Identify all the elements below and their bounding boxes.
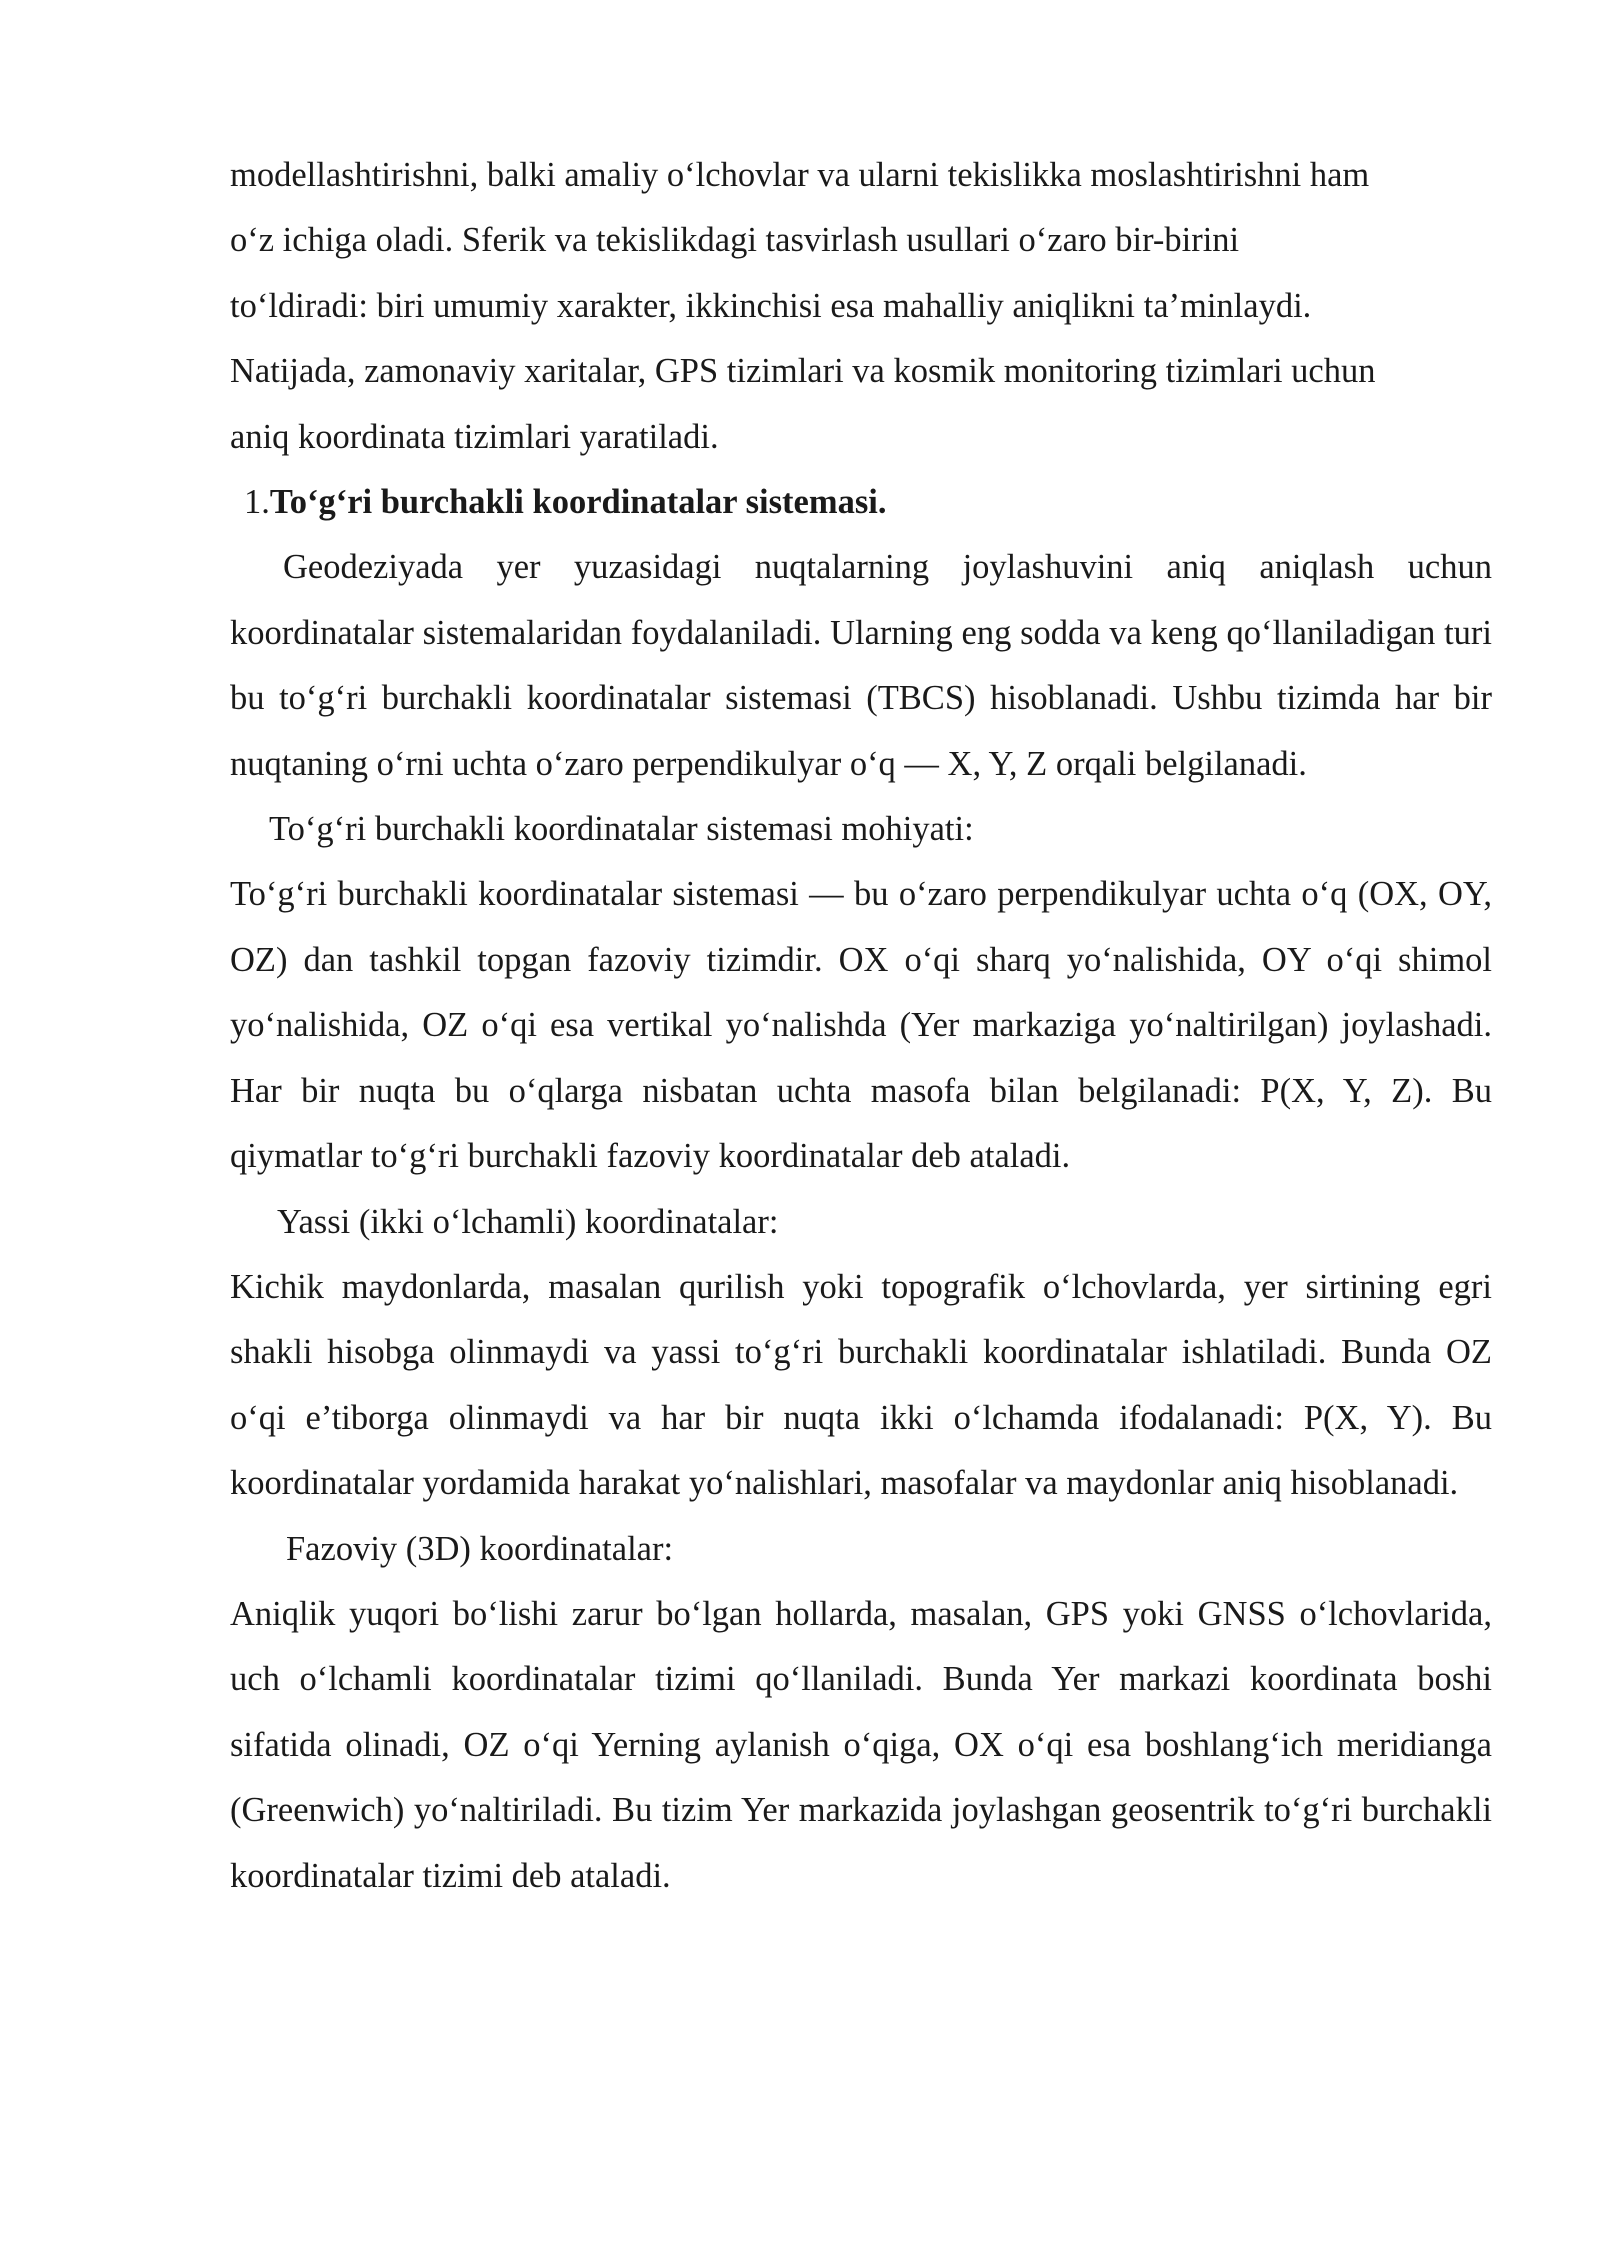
subheading-planar-coordinates: Yassi (ikki o‘lchamli) koordinatalar: [277,1202,779,1241]
body-paragraph-4: Aniqlik yuqori bo‘lishi zarur bo‘lgan hollarda, masalan, GPS yoki GNSS o‘lchovlarida, uch o‘lchamli koordinatalar tizimi qo‘llaniladi. Bunda Yer markazi koordinata boshi sifatida olinadi, OZ o‘qi Yerning aylanish o‘qiga, OX o‘qi esa boshlang‘ich meridianga (Greenwich) yo‘naltiriladi. Bu tizim Yer markazida joylashgan geosentrik to‘g‘ri burchakli koordinatalar tizimi deb ataladi. [230,1594,1492,1895]
intro-line: modellashtirishni, balki amaliy o‘lchovlar va ularni tekislikka moslashtirishni ham [230,156,1370,194]
section-number: 1. [244,483,270,522]
intro-line: aniq koordinata tizimlari yaratiladi. [230,417,719,456]
body-paragraph-1: Geodeziyada yer yuzasidagi nuqtalarning joylashuvini aniq aniqlash uchun koordinatalar sistemalaridan foydalaniladi. Ularning eng sodda va keng qo‘llaniladigan turi bu to‘g‘ri burchakli koordinatalar sistemasi (TBCS) hisoblanadi. Ushbu tizimda har bir nuqtaning o‘rni uchta o‘zaro perpendikulyar o‘q — X, Y, Z orqali belgilanadi. [230,548,1492,783]
subheading-essence: To‘g‘ri burchakli koordinatalar sistemasi mohiyati: [269,810,974,849]
section-heading [230,470,1492,535]
intro-paragraph [230,143,1492,470]
body-paragraph-2: To‘g‘ri burchakli koordinatalar sistemasi — bu o‘zaro perpendikulyar uchta o‘q (OX, OY, OZ) dan tashkil topgan fazoviy tizimdir. OX o‘qi sharq yo‘nalishida, OY o‘qi shimol yo‘nalishida, OZ o‘qi esa vertikal yo‘nalishda (Yer markaziga yo‘naltirilgan) joylashadi. Har bir nuqta bu o‘qlarga nisbatan uchta masofa bilan belgilanadi: P(X, Y, Z). Bu qiymatlar to‘g‘ri burchakli fazoviy koordinatalar deb ataladi. [230,875,1492,1176]
body-paragraph-3: Kichik maydonlarda, masalan qurilish yoki topografik o‘lchovlarda, yer sirtining egri shakli hisobga olinmaydi va yassi to‘g‘ri burchakli koordinatalar ishlatiladi. Bunda OZ o‘qi e’tiborga olinmaydi va har bir nuqta ikki o‘lchamda ifodalanadi: P(X, Y). Bu koordinatalar yordamida harakat yo‘nalishlari, masofalar va maydonlar aniq hisoblanadi. [230,1267,1492,1503]
document-body [230,143,1492,1909]
intro-line: o‘z ichiga oladi. Sferik va tekislikdagi tasvirlash usullari o‘zaro bir-birini [230,221,1240,260]
subheading-spatial-coordinates: Fazoviy (3D) koordinatalar: [286,1529,674,1568]
intro-line: Natijada, zamonaviy xaritalar, GPS tizimlari va kosmik monitoring tizimlari uchun [230,352,1376,391]
intro-line: to‘ldiradi: biri umumiy xarakter, ikkinchisi esa mahalliy aniqlikni ta’minlaydi. [230,286,1312,325]
section-title: To‘g‘ri burchakli koordinatalar sistemasi. [269,483,887,522]
